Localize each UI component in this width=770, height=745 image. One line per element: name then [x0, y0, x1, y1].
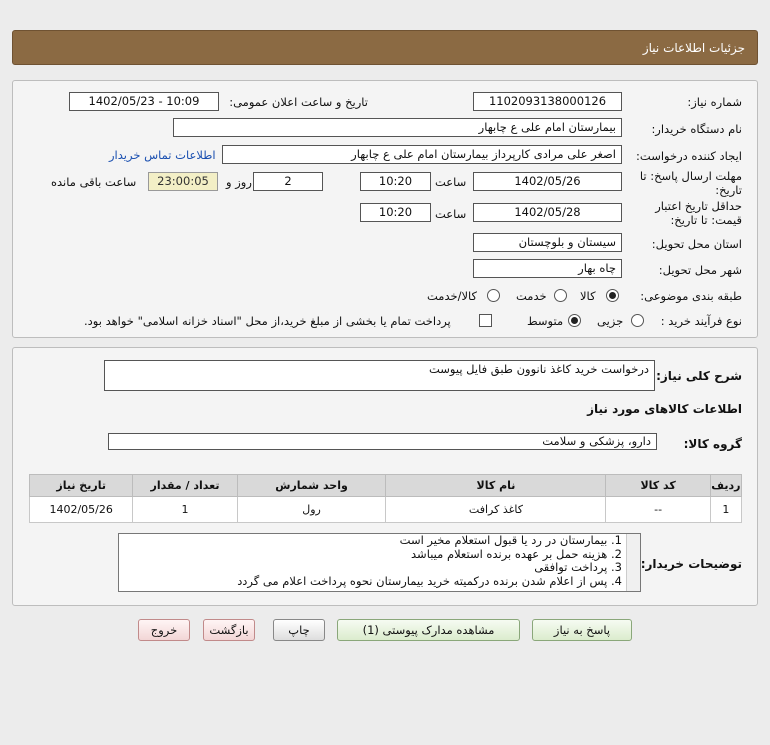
province-label: استان محل تحویل:: [651, 237, 742, 251]
treasury-payment-text: پرداخت تمام یا بخشی از مبلغ خرید،از محل "اسناد خزانه اسلامی" خواهد بود.: [84, 314, 451, 328]
items-table-wrapper: [29, 474, 742, 523]
goods-group-field: دارو، پزشکی و سلامت: [108, 433, 657, 450]
page-title-bar: [12, 30, 758, 65]
page-title: جزئیات اطلاعات نیاز: [642, 41, 745, 55]
buyer-notes-box: [118, 533, 641, 592]
summary-field: درخواست خرید کاغذ نانوون طبق فایل پیوست: [104, 360, 655, 391]
province-field: سیستان و بلوچستان: [473, 233, 622, 252]
days-label: روز و: [226, 175, 252, 189]
process-label: نوع فرآیند خرید :: [660, 314, 742, 328]
buyer-notes-label: توضیحات خریدار:: [640, 557, 742, 571]
exit-button[interactable]: خروج: [138, 619, 190, 641]
items-table: [29, 474, 742, 523]
remaining-time-field: 23:00:05: [148, 172, 218, 191]
process-radio-medium[interactable]: [568, 314, 581, 327]
notes-line-4: 4. پس از اعلام شدن برنده درکمیته خرید بیمارستان نحوه پرداخت اعلام می گردد: [237, 573, 622, 588]
deadline-label-line1: مهلت ارسال پاسخ: تا: [639, 169, 742, 183]
creator-label: ایجاد کننده درخواست:: [636, 149, 742, 163]
col-row: ردیف: [710, 475, 741, 497]
view-attachments-button[interactable]: مشاهده مدارک پیوستی (1): [337, 619, 520, 641]
print-button[interactable]: چاپ: [273, 619, 325, 641]
notes-line-2: 2. هزینه حمل بر عهده برنده استعلام میباشد: [411, 546, 622, 561]
remaining-time-label: ساعت باقی مانده: [51, 175, 137, 189]
col-qty: تعداد / مقدار: [133, 475, 237, 497]
cell-qty: 1: [133, 497, 237, 523]
category-label: طبقه بندی موضوعی:: [640, 289, 742, 303]
process-option-medium: متوسط: [527, 314, 564, 328]
days-remaining-field: 2: [253, 172, 323, 191]
category-radio-goods-service[interactable]: [487, 289, 500, 302]
col-code: کد کالا: [606, 475, 710, 497]
validity-label-line2: قیمت: تا تاریخ:: [670, 213, 742, 227]
validity-date-field: 1402/05/28: [473, 203, 622, 222]
category-radio-service[interactable]: [554, 289, 567, 302]
validity-time-field: 10:20: [360, 203, 431, 222]
table-row: [30, 497, 742, 523]
validity-time-label: ساعت: [435, 207, 467, 221]
category-radio-goods[interactable]: [606, 289, 619, 302]
deadline-date-field: 1402/05/26: [473, 172, 622, 191]
buyer-contact-link[interactable]: اطلاعات تماس خریدار: [109, 148, 216, 162]
notes-line-1: 1. بیمارستان در رد یا قبول استعلام مخیر است: [399, 533, 622, 547]
back-button[interactable]: بازگشت: [203, 619, 255, 641]
city-field: چاه بهار: [473, 259, 622, 278]
deadline-time-label: ساعت: [435, 175, 467, 189]
notes-line-3: 3. پرداخت توافقی: [534, 560, 622, 574]
cell-date: 1402/05/26: [30, 497, 133, 523]
need-number-field: 1102093138000126: [473, 92, 622, 111]
need-number-label: شماره نیاز:: [687, 95, 742, 109]
reply-button[interactable]: پاسخ به نیاز: [532, 619, 632, 641]
deadline-time-field: 10:20: [360, 172, 431, 191]
process-option-minor: جزیی: [597, 314, 624, 328]
validity-label-line1: حداقل تاریخ اعتبار: [655, 199, 742, 213]
process-radio-minor[interactable]: [631, 314, 644, 327]
deadline-label-line2: تاریخ:: [715, 183, 742, 197]
category-option-service: خدمت: [516, 289, 547, 303]
goods-section-title: اطلاعات کالاهای مورد نیاز: [587, 402, 742, 416]
goods-group-label: گروه کالا:: [683, 437, 742, 451]
col-unit: واحد شمارش: [237, 475, 386, 497]
cell-code: --: [606, 497, 710, 523]
cell-row: 1: [710, 497, 741, 523]
announce-datetime-label: تاریخ و ساعت اعلان عمومی:: [229, 95, 368, 109]
items-table-header: [30, 475, 742, 497]
city-label: شهر محل تحویل:: [658, 263, 742, 277]
buyer-org-field: بیمارستان امام علی ع چابهار: [173, 118, 622, 137]
category-option-goods-service: کالا/خدمت: [427, 289, 478, 303]
col-name: نام کالا: [386, 475, 606, 497]
announce-datetime-field: 1402/05/23 - 10:09: [69, 92, 219, 111]
cell-name: کاغذ کرافت: [386, 497, 606, 523]
treasury-payment-checkbox[interactable]: [479, 314, 492, 327]
buyer-org-label: نام دستگاه خریدار:: [651, 122, 742, 136]
creator-field: اصغر علی مرادی کارپرداز بیمارستان امام علی ع چابهار: [222, 145, 622, 164]
summary-label: شرح کلی نیاز:: [656, 369, 742, 383]
cell-unit: رول: [237, 497, 386, 523]
category-option-goods: کالا: [580, 289, 596, 303]
col-date: تاریخ نیاز: [30, 475, 133, 497]
notes-scrollbar[interactable]: [626, 534, 640, 591]
